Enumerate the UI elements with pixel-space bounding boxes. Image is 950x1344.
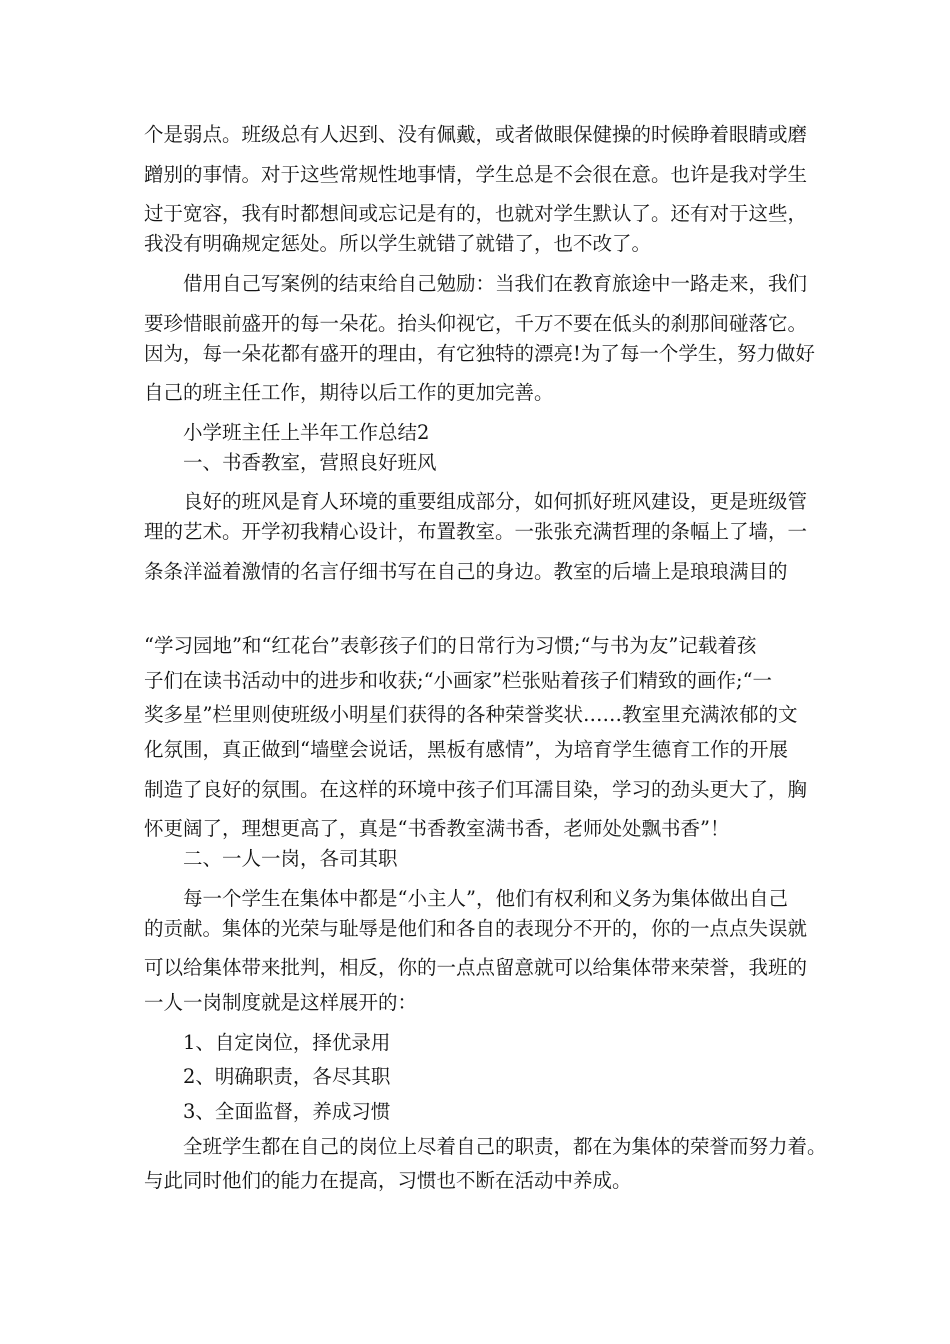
paragraph-line: 每一个学生在集体中都是“小主人”，他们有权利和义务为集体做出自己 (183, 887, 788, 910)
list-item: 3、全面监督，养成习惯 (183, 1100, 391, 1123)
paragraph-line: 自己的班主任工作，期待以后工作的更加完善。 (144, 381, 554, 404)
list-item: 1、自定岗位，择优录用 (183, 1031, 391, 1054)
paragraph-line: 过于宽容，我有时都想间或忘记是有的，也就对学生默认了。还有对于这些， (144, 202, 808, 225)
section-heading: 二、一人一岗，各司其职 (183, 847, 398, 870)
paragraph-line: 的贡献。集体的光荣与耻辱是他们和各自的表现分不开的，你的一点点失误就 (144, 917, 808, 940)
paragraph-line: 因为，每一朵花都有盛开的理由，有它独特的漂亮!为了每一个学生，努力做好 (144, 342, 815, 365)
paragraph-line: 一人一岗制度就是这样展开的： (144, 991, 418, 1014)
section-heading: 一、书香教室，营照良好班风 (183, 451, 437, 474)
paragraph-line: “学习园地”和“红花台”表彰孩子们的日常行为习惯;“与书为友”记载着孩 (144, 634, 757, 657)
paragraph-line: 奖多星”栏里则使班级小明星们获得的各种荣誉奖状……教室里充满浓郁的文 (144, 703, 798, 726)
paragraph-line: 全班学生都在自己的岗位上尽着自己的职责，都在为集体的荣誉而努力着。 (183, 1135, 827, 1158)
paragraph-line: 怀更阔了，理想更高了，真是“书香教室满书香，老师处处飘书香”！ (144, 817, 730, 840)
paragraph-line: 借用自己写案例的结束给自己勉励：当我们在教育旅途中一路走来，我们 (183, 272, 808, 295)
paragraph-line: 化氛围，真正做到“墙壁会说话，黑板有感情”，为培育学生德育工作的开展 (144, 738, 788, 761)
paragraph-line: 条条洋溢着激情的名言仔细书写在自己的身边。教室的后墙上是琅琅满目的 (144, 560, 788, 583)
paragraph-line: 良好的班风是育人环境的重要组成部分，如何抓好班风建设，更是班级管 (183, 490, 808, 513)
paragraph-line: 制造了良好的氛围。在这样的环境中孩子们耳濡目染，学习的劲头更大了，胸 (144, 778, 808, 801)
paragraph-line: 子们在读书活动中的进步和收获;“小画家”栏张贴着孩子们精致的画作;“一 (144, 669, 773, 692)
paragraph-line: 可以给集体带来批判，相反，你的一点点留意就可以给集体带来荣誉，我班的 (144, 956, 808, 979)
paragraph-line: 我没有明确规定惩处。所以学生就错了就错了，也不改了。 (144, 232, 652, 255)
paragraph-line: 蹭别的事情。对于这些常规性地事情，学生总是不会很在意。也许是我对学生 (144, 163, 808, 186)
list-item: 2、明确职责，各尽其职 (183, 1065, 391, 1088)
paragraph-line: 与此同时他们的能力在提高，习惯也不断在活动中养成。 (144, 1169, 632, 1192)
paragraph-line: 理的艺术。开学初我精心设计，布置教室。一张张充满哲理的条幅上了墙，一 (144, 520, 808, 543)
paragraph-line: 要珍惜眼前盛开的每一朵花。抬头仰视它，千万不要在低头的刹那间碰落它。 (144, 312, 808, 335)
paragraph-line: 个是弱点。班级总有人迟到、没有佩戴，或者做眼保健操的时候睁着眼睛或磨 (144, 123, 808, 146)
section-title: 小学班主任上半年工作总结2 (183, 421, 430, 444)
